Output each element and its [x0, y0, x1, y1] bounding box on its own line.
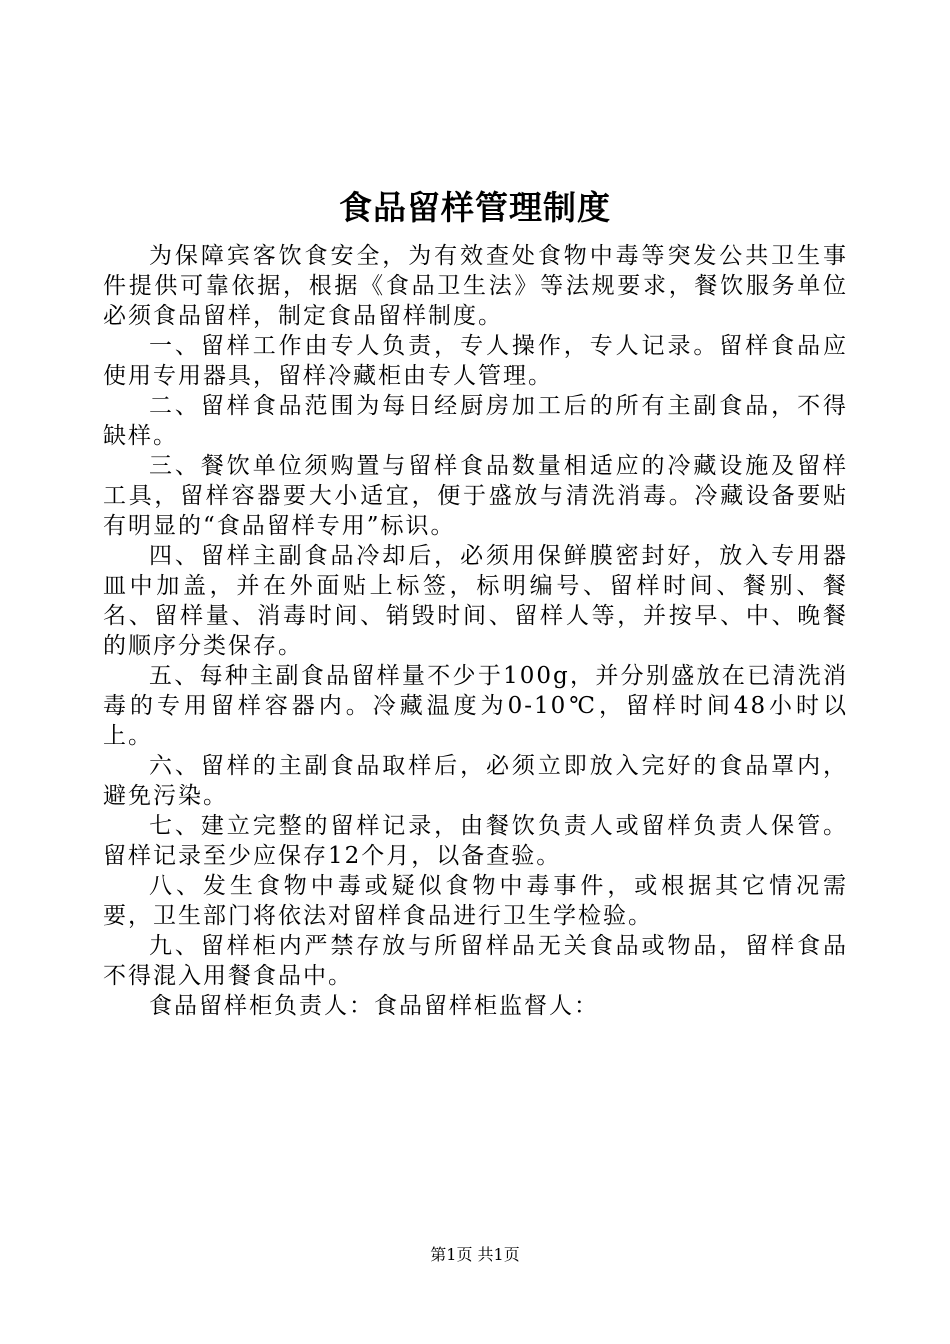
page-footer: 第1页 共1页	[430, 1245, 520, 1264]
rule-paragraph-2: 二、留样食品范围为每日经厨房加工后的所有主副食品，不得缺样。	[103, 393, 848, 449]
rule-paragraph-9: 九、留样柜内严禁存放与所留样品无关食品或物品，留样食品不得混入用餐食品中。	[103, 933, 848, 989]
document-body	[103, 241, 848, 1021]
rule-paragraph-5: 五、每种主副食品留样量不少于100g，并分别盛放在已清洗消毒的专用留样容器内。冷藏温度为0-10℃，留样时间48小时以上。	[103, 663, 848, 749]
rule-paragraph-7: 七、建立完整的留样记录，由餐饮负责人或留样负责人保管。留样记录至少应保存12个月，以备查验。	[103, 813, 848, 869]
rule-paragraph-8: 八、发生食物中毒或疑似食物中毒事件，或根据其它情况需要，卫生部门将依法对留样食品进行卫生学检验。	[103, 873, 848, 929]
signature-line: 食品留样柜负责人：食品留样柜监督人：	[149, 993, 599, 1019]
rule-paragraph-6: 六、留样的主副食品取样后，必须立即放入完好的食品罩内，避免污染。	[103, 753, 848, 809]
rule-paragraph-4: 四、留样主副食品冷却后，必须用保鲜膜密封好，放入专用器皿中加盖，并在外面贴上标签，标明编号、留样时间、餐别、餐名、留样量、消毒时间、销毁时间、留样人等，并按早、中、晚餐的顺序分类保存。	[103, 543, 848, 659]
rule-paragraph-3: 三、餐饮单位须购置与留样食品数量相适应的冷藏设施及留样工具，留样容器要大小适宜，便于盛放与清洗消毒。冷藏设备要贴有明显的“食品留样专用”标识。	[103, 453, 848, 539]
intro-paragraph: 为保障宾客饮食安全，为有效查处食物中毒等突发公共卫生事件提供可靠依据，根据《食品卫生法》等法规要求，餐饮服务单位必须食品留样，制定食品留样制度。	[103, 243, 848, 329]
rule-paragraph-1: 一、留样工作由专人负责，专人操作，专人记录。留样食品应使用专用器具，留样冷藏柜由专人管理。	[103, 333, 848, 389]
document-title: 食品留样管理制度	[339, 188, 611, 227]
